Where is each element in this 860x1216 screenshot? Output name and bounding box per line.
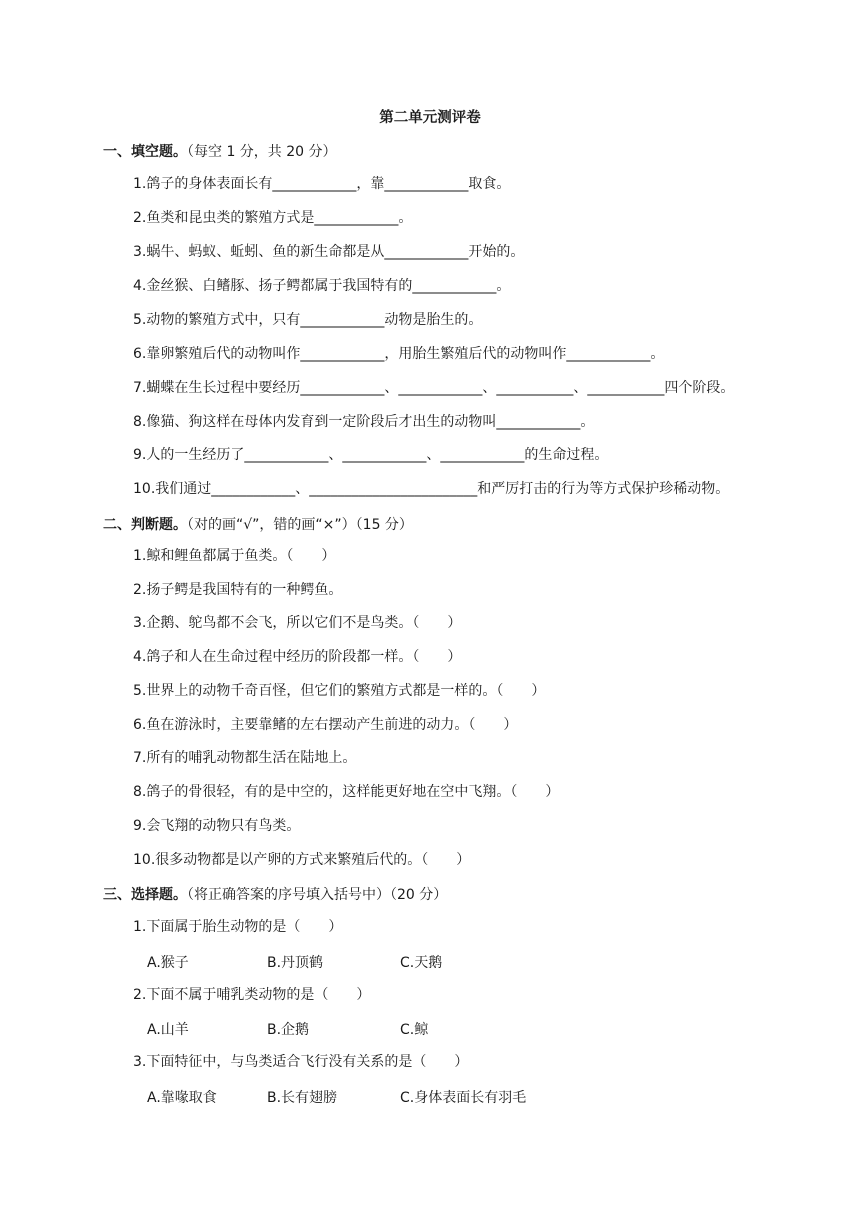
section-fill-in-title: 一、填空题。 <box>103 144 187 160</box>
fill-in-item-7: 7.蝴蝶在生长过程中要经历____________、____________、___________、___________四个阶段。 <box>133 380 735 396</box>
choice-question-3: 3.下面特征中，与鸟类适合飞行没有关系的是（ ） <box>133 1054 469 1070</box>
section-choice-title: 三、选择题。 <box>103 887 187 903</box>
true-false-item-8: 8.鸽子的骨很轻，有的是中空的，这样能更好地在空中飞翔。（ ） <box>133 784 560 800</box>
true-false-item-7: 7.所有的哺乳动物都生活在陆地上。 <box>133 750 357 766</box>
fill-in-item-2: 2.鱼类和昆虫类的繁殖方式是____________。 <box>133 210 413 226</box>
choice-question-2: 2.下面不属于哺乳类动物的是（ ） <box>133 987 371 1003</box>
true-false-item-4: 4.鸽子和人在生命过程中经历的阶段都一样。（ ） <box>133 649 462 665</box>
choice-1-option-c: C.天鹅 <box>400 955 443 971</box>
page-title: 第二单元测评卷 <box>379 110 481 126</box>
fill-in-item-3: 3.蜗牛、蚂蚁、蚯蚓、鱼的新生命都是从____________开始的。 <box>133 244 525 260</box>
choice-2-option-c: C.鲸 <box>400 1022 429 1038</box>
choice-3-option-b: B.长有翅膀 <box>267 1090 338 1106</box>
fill-in-item-8: 8.像猫、狗这样在母体内发育到一定阶段后才出生的动物叫____________。 <box>133 414 595 430</box>
section-choice-note: （将正确答案的序号填入括号中）（20 分） <box>187 887 448 903</box>
section-choice-heading <box>103 884 447 904</box>
section-fill-in-note: （每空 1 分，共 20 分） <box>187 144 337 160</box>
choice-2-option-a: A.山羊 <box>147 1022 189 1038</box>
choice-3-option-c: C.身体表面长有羽毛 <box>400 1090 527 1106</box>
fill-in-item-10: 10.我们通过____________、________________________和严厉打击的行为等方式保护珍稀动物。 <box>133 481 730 497</box>
true-false-item-6: 6.鱼在游泳时，主要靠鳍的左右摆动产生前进的动力。（ ） <box>133 717 518 733</box>
choice-3-option-a: A.靠喙取食 <box>147 1090 217 1106</box>
true-false-item-5: 5.世界上的动物千奇百怪，但它们的繁殖方式都是一样的。（ ） <box>133 683 546 699</box>
choice-2-option-b: B.企鹅 <box>267 1022 310 1038</box>
choice-1-option-a: A.猴子 <box>147 955 189 971</box>
section-true-false-heading <box>103 514 413 534</box>
choice-1-option-b: B.丹顶鹤 <box>267 955 324 971</box>
fill-in-item-1: 1.鸽子的身体表面长有____________，靠____________取食。 <box>133 176 511 192</box>
fill-in-item-4: 4.金丝猴、白鳍豚、扬子鳄都属于我国特有的____________。 <box>133 278 511 294</box>
fill-in-item-9: 9.人的一生经历了____________、____________、____________的生命过程。 <box>133 447 609 463</box>
section-true-false-title: 二、判断题。 <box>103 517 187 533</box>
section-true-false-note: （对的画“√”，错的画“×”）（15 分） <box>187 517 413 533</box>
section-fill-in-heading <box>103 141 337 161</box>
true-false-item-9: 9.会飞翔的动物只有鸟类。 <box>133 818 301 834</box>
true-false-item-3: 3.企鹅、鸵鸟都不会飞，所以它们不是鸟类。（ ） <box>133 615 462 631</box>
fill-in-item-6: 6.靠卵繁殖后代的动物叫作____________，用胎生繁殖后代的动物叫作____________。 <box>133 346 665 362</box>
choice-question-1: 1.下面属于胎生动物的是（ ） <box>133 919 343 935</box>
true-false-item-2: 2.扬子鳄是我国特有的一种鳄鱼。 <box>133 582 343 598</box>
fill-in-item-5: 5.动物的繁殖方式中，只有____________动物是胎生的。 <box>133 312 483 328</box>
true-false-item-10: 10.很多动物都是以产卵的方式来繁殖后代的。（ ） <box>133 852 471 868</box>
true-false-item-1: 1.鲸和鲤鱼都属于鱼类。（ ） <box>133 548 336 564</box>
